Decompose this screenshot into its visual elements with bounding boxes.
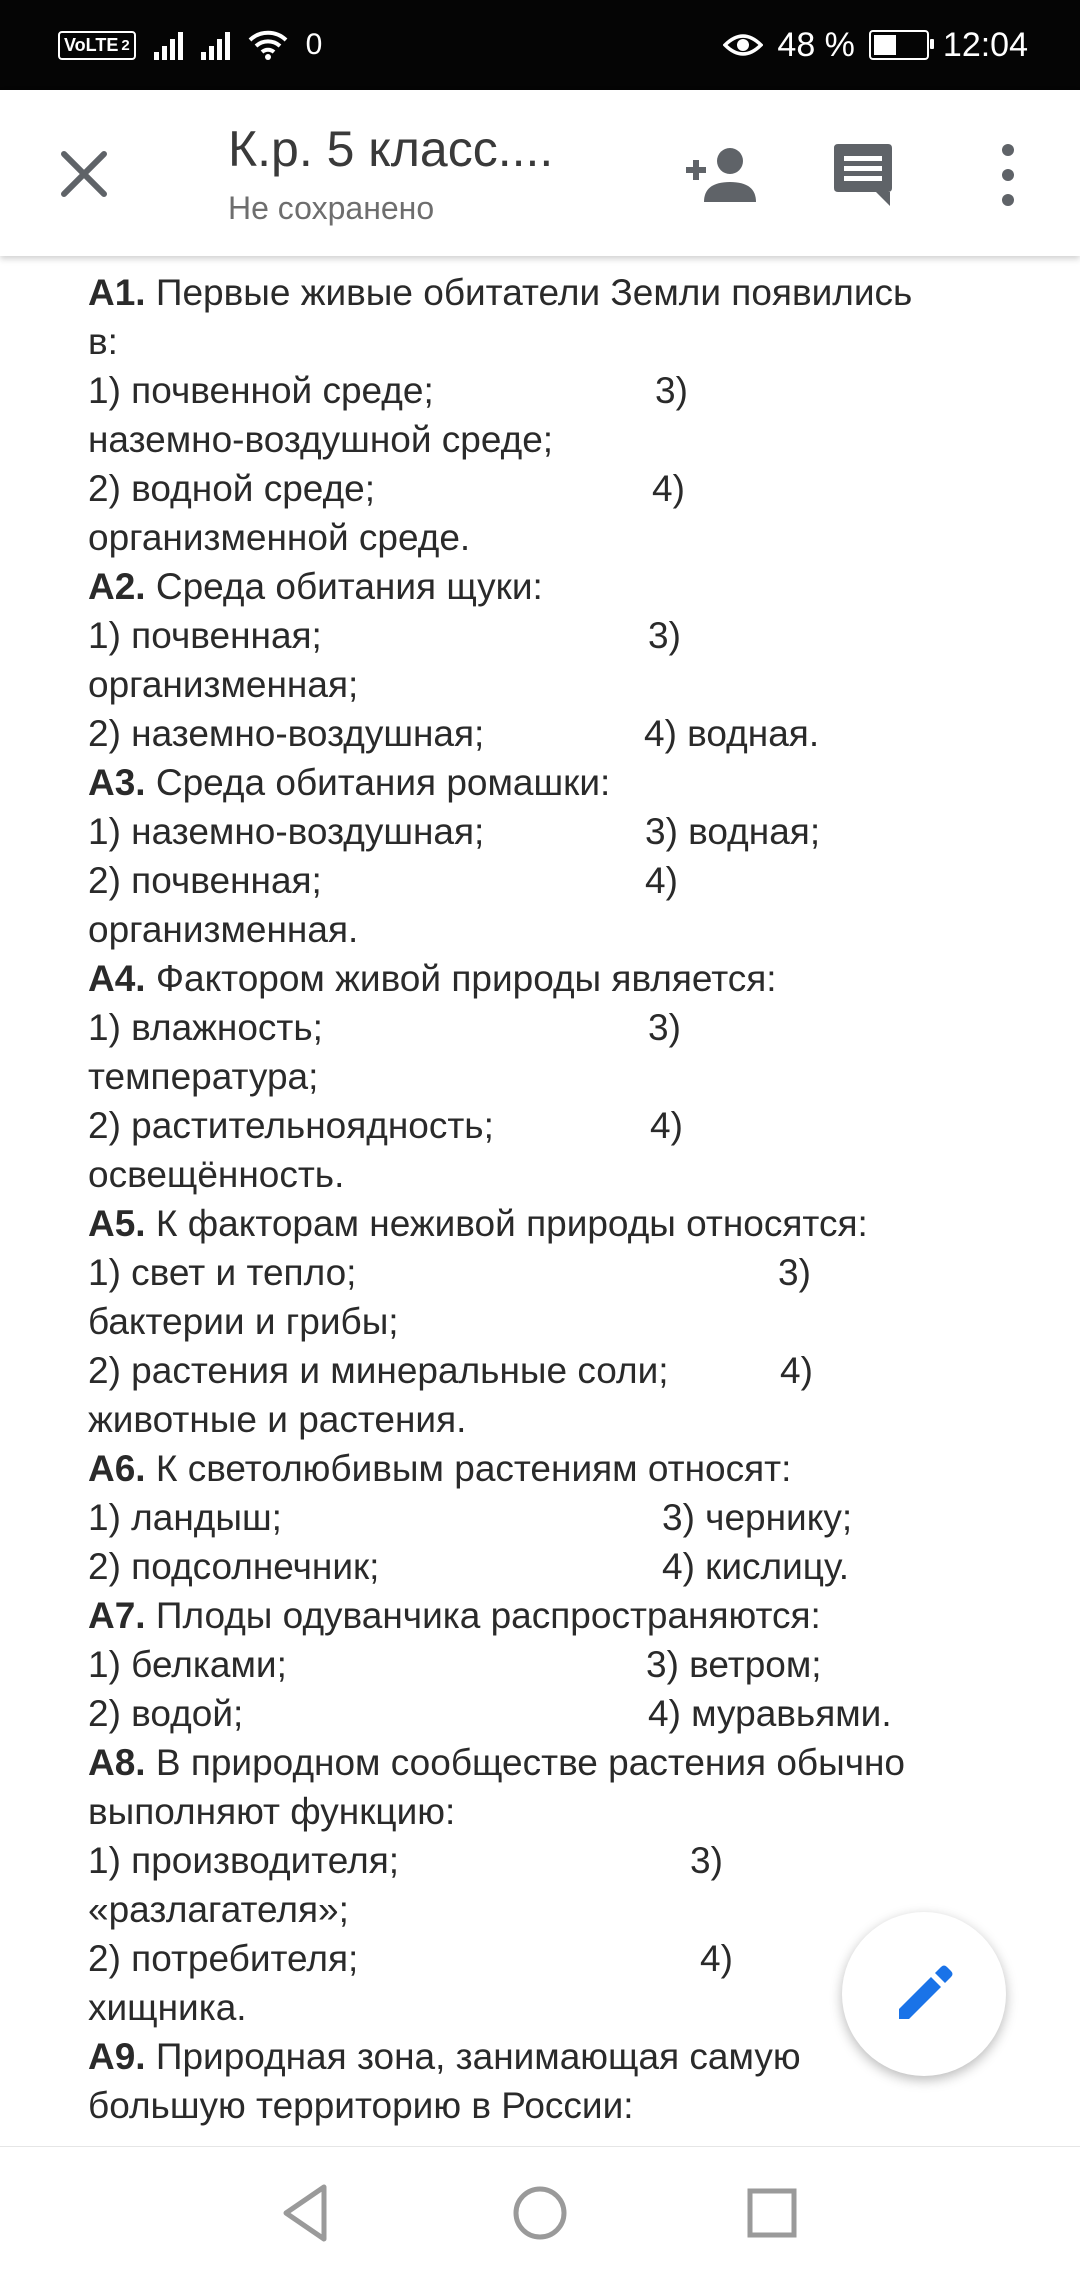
option-row bbox=[88, 1003, 1048, 1052]
battery-fill bbox=[874, 35, 896, 55]
question-number: А9. bbox=[88, 2036, 146, 2077]
signal-icon bbox=[201, 30, 230, 60]
option-right: 4) bbox=[645, 860, 678, 901]
option-right-continuation: «разлагателя»; bbox=[88, 1889, 349, 1930]
option-left: 2) наземно-воздушная; bbox=[88, 713, 485, 754]
edit-pencil-icon bbox=[891, 1961, 957, 2027]
status-left bbox=[58, 0, 322, 90]
question-text: К светолюбивым растениям относят: bbox=[145, 1448, 792, 1489]
question-number: А3. bbox=[88, 762, 146, 803]
question-heading bbox=[88, 562, 1048, 611]
option-right: 4) bbox=[700, 1938, 733, 1979]
option-right-continuation: хищника. bbox=[88, 1987, 247, 2028]
question-text: Фактором живой природы является: bbox=[145, 958, 777, 999]
question-text: К факторам неживой природы относятся: bbox=[145, 1203, 868, 1244]
option-left: 2) водной среде; bbox=[88, 468, 376, 509]
option-right: 4) муравьями. bbox=[648, 1693, 892, 1734]
option-left: 2) водой; bbox=[88, 1693, 244, 1734]
data-speed: 0 bbox=[305, 28, 323, 61]
question-text: Плоды одуванчика распространяются: bbox=[145, 1595, 821, 1636]
question-text-continuation: выполняют функцию: bbox=[88, 1791, 456, 1832]
option-right: 3) bbox=[648, 1007, 681, 1048]
question-text: В природном сообществе растения обычно bbox=[145, 1742, 905, 1783]
question-text-continuation: в: bbox=[88, 321, 118, 362]
title-block bbox=[228, 118, 553, 230]
question-text: Среда обитания щуки: bbox=[145, 566, 543, 607]
option-right: 4) водная. bbox=[644, 713, 820, 754]
option-right-continuation: наземно-воздушной среде; bbox=[88, 419, 554, 460]
option-right: 4) bbox=[780, 1350, 813, 1391]
document-body bbox=[88, 268, 1048, 2130]
option-row bbox=[88, 464, 1048, 513]
option-left: 1) ландыш; bbox=[88, 1497, 282, 1538]
option-row bbox=[88, 1248, 1048, 1297]
document-content[interactable] bbox=[0, 256, 1080, 2146]
question-heading bbox=[88, 1591, 1048, 1640]
option-row bbox=[88, 1836, 1048, 1885]
wifi-icon bbox=[248, 29, 288, 61]
option-right-continuation: температура; bbox=[88, 1056, 319, 1097]
option-row bbox=[88, 1542, 1048, 1591]
signal-icon bbox=[154, 30, 183, 60]
option-row bbox=[88, 1101, 1048, 1150]
question-heading bbox=[88, 1738, 1048, 1787]
option-left: 1) почвенной среде; bbox=[88, 370, 434, 411]
option-left: 1) белками; bbox=[88, 1644, 287, 1685]
question-number: А2. bbox=[88, 566, 146, 607]
navigation-bar bbox=[0, 2146, 1080, 2281]
option-row bbox=[88, 856, 1048, 905]
option-right: 3) чернику; bbox=[662, 1497, 853, 1538]
more-vert-icon[interactable] bbox=[988, 140, 1028, 210]
question-text: Среда обитания ромашки: bbox=[145, 762, 611, 803]
question-number: А4. bbox=[88, 958, 146, 999]
status-bar bbox=[0, 0, 1080, 90]
eye-icon bbox=[723, 31, 763, 59]
option-right: 4) bbox=[652, 468, 685, 509]
option-right-continuation: организменная. bbox=[88, 909, 359, 950]
option-left: 1) наземно-воздушная; bbox=[88, 811, 485, 852]
option-left: 2) подсолнечник; bbox=[88, 1546, 380, 1587]
option-right-continuation: освещённость. bbox=[88, 1154, 345, 1195]
save-status: Не сохранено bbox=[228, 190, 435, 226]
option-row bbox=[88, 709, 1048, 758]
option-right: 3) водная; bbox=[645, 811, 821, 852]
volte-label: VoLTE bbox=[64, 34, 119, 55]
option-right: 3) ветром; bbox=[646, 1644, 822, 1685]
option-right: 3) bbox=[648, 615, 681, 656]
option-left: 2) потребителя; bbox=[88, 1938, 359, 1979]
option-left: 1) свет и тепло; bbox=[88, 1252, 357, 1293]
home-icon[interactable] bbox=[504, 2177, 576, 2249]
question-number: А7. bbox=[88, 1595, 146, 1636]
edit-fab-button[interactable] bbox=[842, 1912, 1006, 2076]
close-icon[interactable] bbox=[52, 142, 116, 206]
question-heading bbox=[88, 1444, 1048, 1493]
option-right: 3) bbox=[778, 1252, 811, 1293]
option-right-continuation: животные и растения. bbox=[88, 1399, 467, 1440]
option-left: 2) растительноядность; bbox=[88, 1105, 494, 1146]
option-left: 1) влажность; bbox=[88, 1007, 323, 1048]
battery-percent: 48 % bbox=[777, 25, 855, 64]
option-right-continuation: бактерии и грибы; bbox=[88, 1301, 399, 1342]
back-icon[interactable] bbox=[272, 2177, 344, 2249]
volte-icon bbox=[58, 31, 136, 60]
option-row bbox=[88, 1346, 1048, 1395]
option-left: 2) растения и минеральные соли; bbox=[88, 1350, 669, 1391]
question-heading bbox=[88, 954, 1048, 1003]
option-row bbox=[88, 611, 1048, 660]
option-right: 4) кислицу. bbox=[662, 1546, 850, 1587]
question-text: Природная зона, занимающая самую bbox=[145, 2036, 801, 2077]
clock: 12:04 bbox=[942, 25, 1028, 64]
add-person-icon[interactable] bbox=[684, 144, 756, 204]
document-title: К.р. 5 класс.... bbox=[228, 121, 554, 177]
option-row bbox=[88, 1640, 1048, 1689]
recents-icon[interactable] bbox=[736, 2177, 808, 2249]
option-right: 3) bbox=[690, 1840, 723, 1881]
option-row bbox=[88, 807, 1048, 856]
question-text-continuation: большую территорию в России: bbox=[88, 2085, 634, 2126]
option-row bbox=[88, 1493, 1048, 1542]
question-heading bbox=[88, 1199, 1048, 1248]
option-left: 1) производителя; bbox=[88, 1840, 400, 1881]
sim-index: 2 bbox=[121, 36, 130, 54]
option-right: 4) bbox=[650, 1105, 683, 1146]
status-right bbox=[723, 0, 1028, 90]
question-heading bbox=[88, 758, 1048, 807]
question-text: Первые живые обитатели Земли появились bbox=[145, 272, 913, 313]
question-heading bbox=[88, 268, 1048, 317]
option-right-continuation: организменной среде. bbox=[88, 517, 471, 558]
battery-icon bbox=[869, 30, 929, 60]
question-number: А6. bbox=[88, 1448, 146, 1489]
comment-icon[interactable] bbox=[830, 142, 896, 208]
question-number: А5. bbox=[88, 1203, 146, 1244]
option-right-continuation: организменная; bbox=[88, 664, 359, 705]
app-bar bbox=[0, 90, 1080, 256]
option-row bbox=[88, 366, 1048, 415]
option-row bbox=[88, 1689, 1048, 1738]
option-left: 1) почвенная; bbox=[88, 615, 322, 656]
option-left: 2) почвенная; bbox=[88, 860, 322, 901]
option-right: 3) bbox=[655, 370, 688, 411]
question-number: А1. bbox=[88, 272, 146, 313]
question-number: А8. bbox=[88, 1742, 146, 1783]
